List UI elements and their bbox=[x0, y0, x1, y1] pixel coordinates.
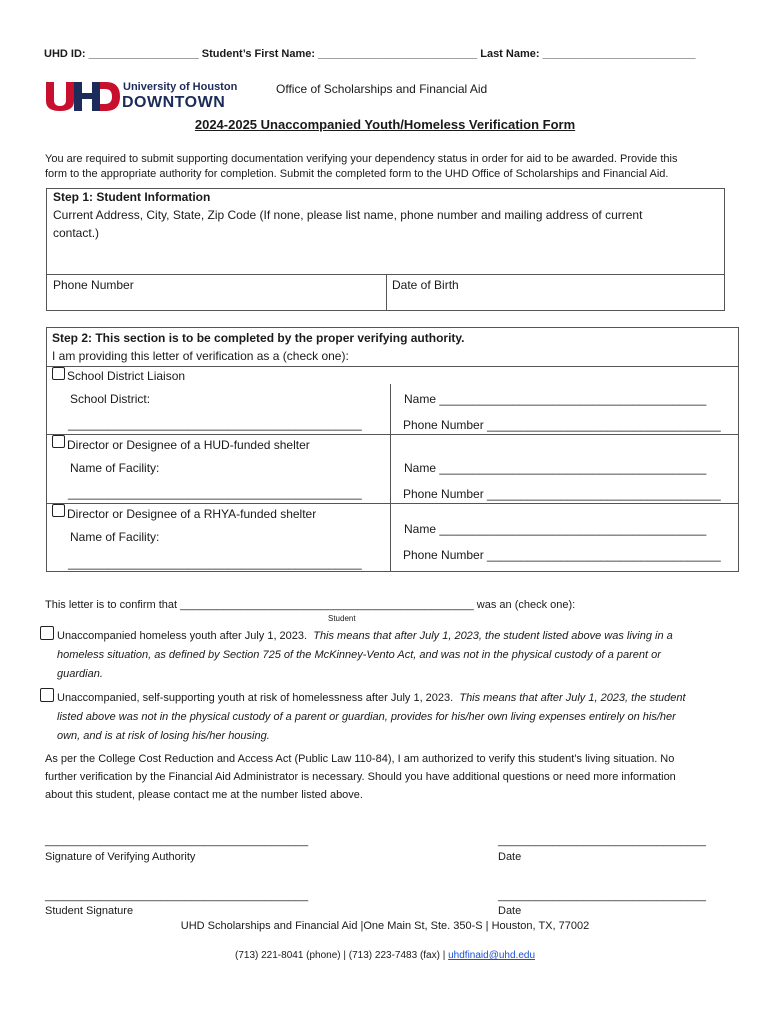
school-district-label: School District: bbox=[70, 392, 151, 406]
intro-line-1: You are required to submit supporting documentation verifying your dependency status in order for aid to be awarded. Provide this bbox=[45, 153, 678, 165]
law-line-2: further verification by the Financial Aid Administrator is necessary. Should you have additional questions or need more information bbox=[45, 771, 676, 783]
phone-label: Phone Number bbox=[53, 278, 134, 292]
verifier-signature-label: Signature of Verifying Authority bbox=[45, 851, 196, 863]
self-supporting-desc-3: own, and is at risk of losing his/her housing. bbox=[57, 730, 270, 742]
step2-subheading: I am providing this letter of verification as a (check one): bbox=[52, 349, 349, 363]
verifier-date-label: Date bbox=[498, 851, 522, 863]
rhya-name-line[interactable]: Name ________________________________________ bbox=[404, 522, 707, 536]
student-signature-label: Student Signature bbox=[45, 905, 134, 917]
rhya-phone-line[interactable]: Phone Number ___________________________________ bbox=[403, 548, 721, 562]
intro-line-2: form to the appropriate authority for completion. Submit the completed form to the UHD Office of Scholarships and Financial Aid. bbox=[45, 168, 669, 180]
homeless-youth-desc-3: guardian. bbox=[57, 668, 103, 680]
hud-name-line[interactable]: Name ________________________________________ bbox=[404, 461, 707, 475]
confirm-line: This letter is to confirm that ________________________________________________ was an (check one): bbox=[45, 599, 576, 611]
self-supporting-checkbox[interactable] bbox=[40, 688, 54, 702]
step2-heading: Step 2: This section is to be completed by the proper verifying authority. bbox=[52, 331, 465, 345]
law-line-1: As per the College Cost Reduction and Access Act (Public Law 110-84), I am authorized to verify this student’s living situation. No bbox=[45, 753, 675, 765]
student-id-line: UHD ID: __________________ Student’s First Name: __________________________ Last Name: _________________________ bbox=[44, 48, 696, 60]
school-district-line[interactable]: ____________________________________________ bbox=[68, 417, 362, 431]
liaison-label: School District Liaison bbox=[67, 369, 186, 383]
rhya-checkbox[interactable] bbox=[52, 504, 65, 517]
logo-downtown-text: DOWNTOWN bbox=[122, 94, 226, 111]
rhya-facility-label: Name of Facility: bbox=[70, 530, 160, 544]
address-label-2: contact.) bbox=[53, 226, 100, 240]
form-title: 2024-2025 Unaccompanied Youth/Homeless Verification Form bbox=[194, 117, 576, 132]
office-title: Office of Scholarships and Financial Aid bbox=[276, 82, 488, 96]
liaison-name-line[interactable]: Name ________________________________________ bbox=[404, 392, 707, 406]
verifier-date-line[interactable]: __________________________________ bbox=[498, 835, 707, 847]
footer-email-link[interactable]: uhdfinaid@uhd.edu bbox=[448, 950, 535, 961]
homeless-youth-desc-1: This means that after July 1, 2023, the student listed above was living in a bbox=[313, 630, 673, 642]
student-date-label: Date bbox=[498, 905, 522, 917]
uhd-logo-icon bbox=[44, 80, 120, 112]
homeless-youth-label: Unaccompanied homeless youth after July 1, 2023. bbox=[57, 630, 308, 642]
homeless-youth-checkbox[interactable] bbox=[40, 626, 54, 640]
hud-checkbox[interactable] bbox=[52, 435, 65, 448]
homeless-youth-desc-2: homeless situation, as defined by Section 725 of the McKinney-Vento Act, and was not in the physical custody of a parent or bbox=[57, 649, 661, 661]
step1-heading: Step 1: Student Information bbox=[53, 190, 211, 204]
self-supporting-desc-1: This means that after July 1, 2023, the student bbox=[459, 692, 686, 704]
logo-university-text: University of Houston bbox=[123, 81, 238, 93]
footer-contact: (713) 221-8041 (phone) | (713) 223-7483 (fax) | bbox=[235, 950, 446, 961]
address-label-1: Current Address, City, State, Zip Code (If none, please list name, phone number and mailing address of current bbox=[53, 208, 643, 222]
rhya-label: Director or Designee of a RHYA-funded shelter bbox=[67, 507, 317, 521]
self-supporting-desc-2: listed above was not in the physical custody of a parent or guardian, provides for his/her own living expenses entirely on his/her bbox=[57, 711, 676, 723]
footer-address: UHD Scholarships and Financial Aid |One Main St, Ste. 350-S | Houston, TX, 77002 bbox=[180, 920, 590, 932]
hud-facility-line[interactable]: ____________________________________________ bbox=[68, 486, 362, 500]
hud-label: Director or Designee of a HUD-funded shelter bbox=[67, 438, 310, 452]
student-caption: Student bbox=[328, 614, 356, 623]
law-line-3: about this student, please contact me at the number listed above. bbox=[45, 789, 363, 801]
dob-label: Date of Birth bbox=[392, 278, 459, 292]
rhya-facility-line[interactable]: ____________________________________________ bbox=[68, 556, 362, 570]
liaison-checkbox[interactable] bbox=[52, 367, 65, 380]
self-supporting-label: Unaccompanied, self-supporting youth at risk of homelessness after July 1, 2023. bbox=[57, 692, 454, 704]
hud-phone-line[interactable]: Phone Number ___________________________________ bbox=[403, 487, 721, 501]
liaison-phone-line[interactable]: Phone Number ___________________________________ bbox=[403, 418, 721, 432]
verifier-signature-line[interactable]: ___________________________________________ bbox=[45, 835, 309, 847]
student-date-line[interactable]: __________________________________ bbox=[498, 890, 707, 902]
hud-facility-label: Name of Facility: bbox=[70, 461, 160, 475]
student-signature-line[interactable]: ___________________________________________ bbox=[45, 890, 309, 902]
